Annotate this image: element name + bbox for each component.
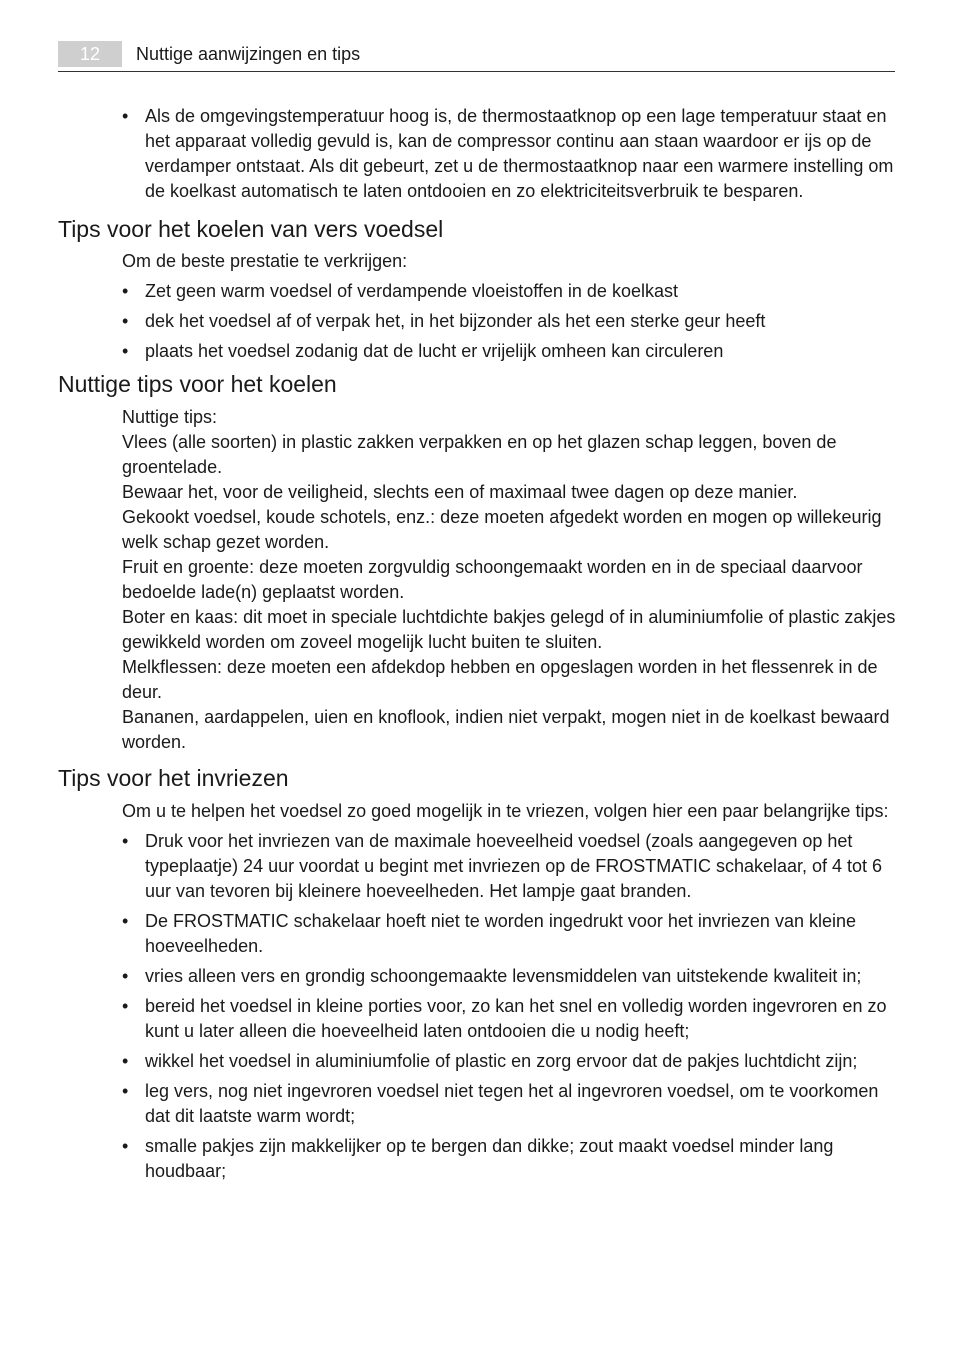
list-item: • dek het voedsel af of verpak het, in het bijzonder als het een sterke geur heeft [122,309,896,334]
list-item: • Zet geen warm voedsel of verdampende vloeistoffen in de koelkast [122,279,896,304]
page-content [58,104,896,1189]
list-item: • De FROSTMATIC schakelaar hoeft niet te worden ingedrukt voor het invriezen van kleine hoeveelheden. [122,909,896,959]
list-item: • bereid het voedsel in kleine porties voor, zo kan het snel en volledig worden ingevroren en zo kunt u later alleen die hoeveelheid laten ontdooien die u nodig heeft; [122,994,896,1044]
intro-bullet-list [58,104,896,204]
list-item: • wikkel het voedsel in aluminiumfolie of plastic en zorg ervoor dat de pakjes luchtdicht zijn; [122,1049,896,1074]
page-header [58,39,895,72]
section-intro: Om u te helpen het voedsel zo goed mogelijk in te vriezen, volgen hier een paar belangrijke tips: [122,801,889,821]
freezing-bullet-list [58,829,896,1184]
list-item: • leg vers, nog niet ingevroren voedsel niet tegen het al ingevroren voedsel, om te voorkomen dat dit laatste warm wordt; [122,1079,896,1129]
list-item: • Als de omgevingstemperatuur hoog is, de thermostaatknop op een lage temperatuur staat en het apparaat volledig gevuld is, kan de compressor continu aan staan waardoor er ijs op de verdamper ontstaat. Als dit gebeurt, zet u de thermostaatknop naar een warmere instelling om de koelkast automatisch te laten ontdooien en zo elektriciteitsverbruik te besparen. [122,104,896,204]
page-number: 12 [58,41,122,67]
paragraph-line: Nuttige tips: [122,407,218,427]
section-heading-fresh-food: Tips voor het koelen van vers voedsel [58,216,444,242]
fresh-food-bullet-list [58,279,896,364]
section-heading-cooling-tips: Nuttige tips voor het koelen [58,371,337,397]
section-intro: Om de beste prestatie te verkrijgen: [122,251,408,271]
paragraph-line: Bewaar het, voor de veiligheid, slechts een of maximaal twee dagen op deze manier. [122,482,798,502]
cooling-tips-block [58,405,896,755]
list-item: • smalle pakjes zijn makkelijker op te bergen dan dikke; zout maakt voedsel minder lang houdbaar; [122,1134,896,1184]
paragraph-line: Fruit en groente: deze moeten zorgvuldig schoongemaakt worden en in de speciaal daarvoor bedoelde lade(n) geplaatst worden. [122,557,863,602]
paragraph-line: Melkflessen: deze moeten een afdekdop hebben en opgeslagen worden in het flessenrek in de deur. [122,657,878,702]
paragraph-line: Vlees (alle soorten) in plastic zakken verpakken en op het glazen schap leggen, boven de groentelade. [122,432,837,477]
section-heading-freezing-tips: Tips voor het invriezen [58,765,289,791]
list-item: • plaats het voedsel zodanig dat de lucht er vrijelijk omheen kan circuleren [122,339,896,364]
paragraph-line: Gekookt voedsel, koude schotels, enz.: deze moeten afgedekt worden en mogen op willekeurig welk schap gezet worden. [122,507,882,552]
list-item: • vries alleen vers en grondig schoongemaakte levensmiddelen van uitstekende kwaliteit in; [122,964,896,989]
paragraph-line: Bananen, aardappelen, uien en knoflook, indien niet verpakt, mogen niet in de koelkast bewaard worden. [122,707,890,752]
paragraph-line: Boter en kaas: dit moet in speciale luchtdichte bakjes gelegd of in aluminiumfolie of plastic zakjes gewikkeld worden om zoveel mogelijk lucht buiten te sluiten. [122,607,896,652]
list-item: • Druk voor het invriezen van de maximale hoeveelheid voedsel (zoals aangegeven op het typeplaatje) 24 uur voordat u begint met invriezen op de FROSTMATIC schakelaar, of 4 tot 6 uur van tevoren bij kleinere hoeveelheden. Het lampje gaat branden. [122,829,896,904]
header-title: Nuttige aanwijzingen en tips [136,44,361,64]
